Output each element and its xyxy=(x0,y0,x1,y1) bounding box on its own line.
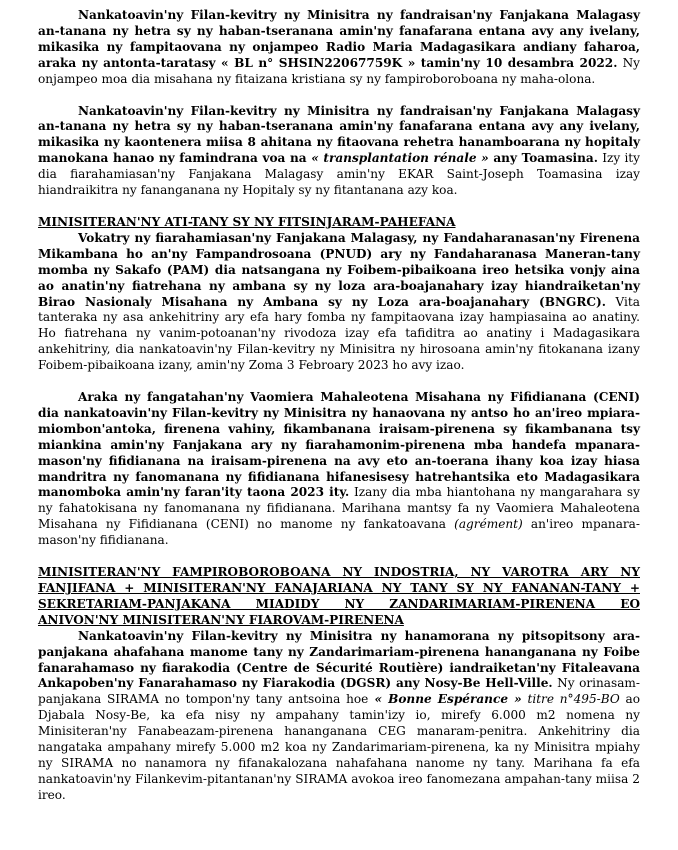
paragraph-bngrc-text: Vita tanteraka ny asa ankehitriny ary efa hary fomba ny fampitaovana izay hampiasaina ao anatiny. Ho fiatrehana ny vanim-potoanan'ny rivodoza izay efa tafiditra ao anatiny i Madagasikara ankehitriny, dia nankatoavin'ny Filan-kevitry ny Minisitra ny hirosoana amin'ny fitokanana izany Foibem-pibaikoana izany, amin'ny Zoma 3 Febroary 2023 ho avy izao. xyxy=(38,294,640,373)
paragraph-sirama xyxy=(38,629,640,804)
paragraph-bngrc xyxy=(38,231,640,374)
paragraph-bngrc-bold: Vokatry ny fiarahamiasan'ny Fanjakana Malagasy, ny Fandaharanasan'ny Firenena Mikambana ho an'ny Fampandrosoana (PNUD) ary ny Fandaharanasa Maneran-tany momba ny Sakafo (PAM) dia natsangana ny Foibem-pibaikoana ireo hetsika vonjy aina ao anatin'ny fiatrehana ny ambana sy ny loza ara-boajanahary izay hiandraiketan'ny Birao Nasionaly Misahana ny Ambana sy ny Loza ara-boajanahary (BNGRC). xyxy=(38,230,640,309)
paragraph-radio-maria-text: Ny onjampeo moa dia misahana ny fitaizana kristiana sy ny fampiroboroboana ny maha-olona. xyxy=(38,55,641,86)
paragraph-radio-maria xyxy=(38,8,640,88)
paragraph-radio-maria-bold: Nankatoavin'ny Filan-kevitry ny Minisitra ny fandraisan'ny Fanjakana Malagasy an-tanana ny hetra sy ny haban-tseranana amin'ny fanafarana entana avy any ivelany, mikasika ny fampitaovana ny onjampeo Radio Maria Madagasikara andiany faharoa, araka ny antonta-taratasy « BL n° SHSIN22067759K » tamin'ny 10 desambra 2022. xyxy=(38,8,640,70)
spacer xyxy=(38,199,640,215)
paragraph-hospital-transplantation: « transplantation rénale » xyxy=(306,151,489,166)
paragraph-sirama-text: Ny orinasam-panjakana SIRAMA no tompon'ny tany antsoina hoe xyxy=(38,676,640,707)
paragraph-sirama-titre: titre n°495-BO xyxy=(521,692,620,707)
paragraph-sirama-bonne-esperance: « Bonne Espérance » xyxy=(368,692,522,707)
spacer xyxy=(38,88,640,104)
spacer xyxy=(38,374,640,390)
spacer xyxy=(38,549,640,565)
paragraph-ceni-text: Izany dia mba hiantohana ny mangarahara sy ny fahatokisana ny fanomanana ny fifidianana. Marihana mantsy fa ny Vaomiera Mahaleotena Misahana ny Fifidianana (CENI) no manome ny fankatoavana xyxy=(38,485,640,532)
paragraph-ceni-agrement: (agrément) xyxy=(445,517,523,532)
paragraph-ceni xyxy=(38,390,640,549)
paragraph-sirama-bold: Nankatoavin'ny Filan-kevitry ny Minisitra ny hanamorana ny pitsopitsony ara-panjakana ahafahana manome tany ny Zandarimariam-pirenena hananganana ny Foibe fanarahamaso ny fiarakodia (Centre de Sécurité Routière) iandraiketan'ny Fitaleavana Ankapoben'ny Fanarahamaso ny Fiarakodia (DGSR) any Nosy-Be Hell-Ville. xyxy=(38,628,640,691)
section-heading-ati-tany: MINISITERAN'NY ATI-TANY SY NY FITSINJARAM-PAHEFANA xyxy=(38,214,456,229)
paragraph-hospital-bold: Nankatoavin'ny Filan-kevitry ny Minisitra ny fandraisan'ny Fanjakana Malagasy an-tanana ny hetra sy ny haban-tseranana amin'ny fanafarana entana avy any ivelany, mikasika ny kaontenera miisa 8 ahitana ny fitaovana rehetra hanamboarana ny hopitaly manokana hanao ny famindrana voa na xyxy=(38,103,640,166)
section-heading-indostria: MINISITERAN'NY FAMPIROBOROBOANA NY INDOSTRIA, NY VAROTRA ARY NY FANJIFANA + MINISITERAN'NY FANAJARIANA NY TANY SY NY FANANAN-TANY + SEKRETARIAM-PANJAKANA MIADIDY NY ZANDARIMARIAM-PIRENENA EO ANIVON'NY MINISITERAN'NY FIAROVAM-PIRENENA xyxy=(38,565,640,627)
paragraph-ceni-bold: Araka ny fangatahan'ny Vaomiera Mahaleotena Misahana ny Fifidianana (CENI) dia nankatoavin'ny Filan-kevitry ny Minisitra ny hanaovana ny antso ho an'ireo mpiara-miombon'antoka, firenena vahiny, fikambanana iraisam-pirenena sy fikambanana tsy miankina amin'ny Fanjakana ary ny fiarahamonim-pirenena mba handefa mpanara-mason'ny fifidianana na iraisam-pirenena na avy eto an-toerana ihany koa izay hiasa mandritra ny fanomanana ny fifidianana hifanesisesy hatrehantsika eto Madagasikara manomboka amin'ny faran'ity taona 2023 ity. xyxy=(38,390,640,500)
paragraph-sirama-text-2: ao Djabala Nosy-Be, ka efa nisy ny ampahany tamin'izy io, mirefy 6.000 m2 nomena ny Minisiteran'ny Fanabeazam-pirenena hananganana CEG manaram-penitra. Ankehitriny dia nangataka ampahany mirefy 5.000 m2 koa ny Zandarimariam-pirenena, ka ny Minisitra mpiahy ny SIRAMA no nanamora ny fifanakalozana nahafahana nanome ny tany. Marihana fa efa nankatoavin'ny Filankevim-pitantanan'ny SIRAMA avokoa ireo fanomezana ampahan-tany miisa 2 ireo. xyxy=(38,692,641,802)
paragraph-hospital-toamasina xyxy=(38,104,640,199)
paragraph-hospital-bold-2: any Toamasina. xyxy=(488,151,598,166)
paragraph-ceni-text-2: an'ireo mpanara-mason'ny fifidianana. xyxy=(38,517,640,548)
paragraph-hospital-text: Izy ity dia fiarahamiasan'ny Fanjakana Malagasy amin'ny EKAR Saint-Joseph Toamasina izay hiandraikitra ny fananganana ny Hopitaly sy ny fitantanana azy koa. xyxy=(38,151,640,198)
